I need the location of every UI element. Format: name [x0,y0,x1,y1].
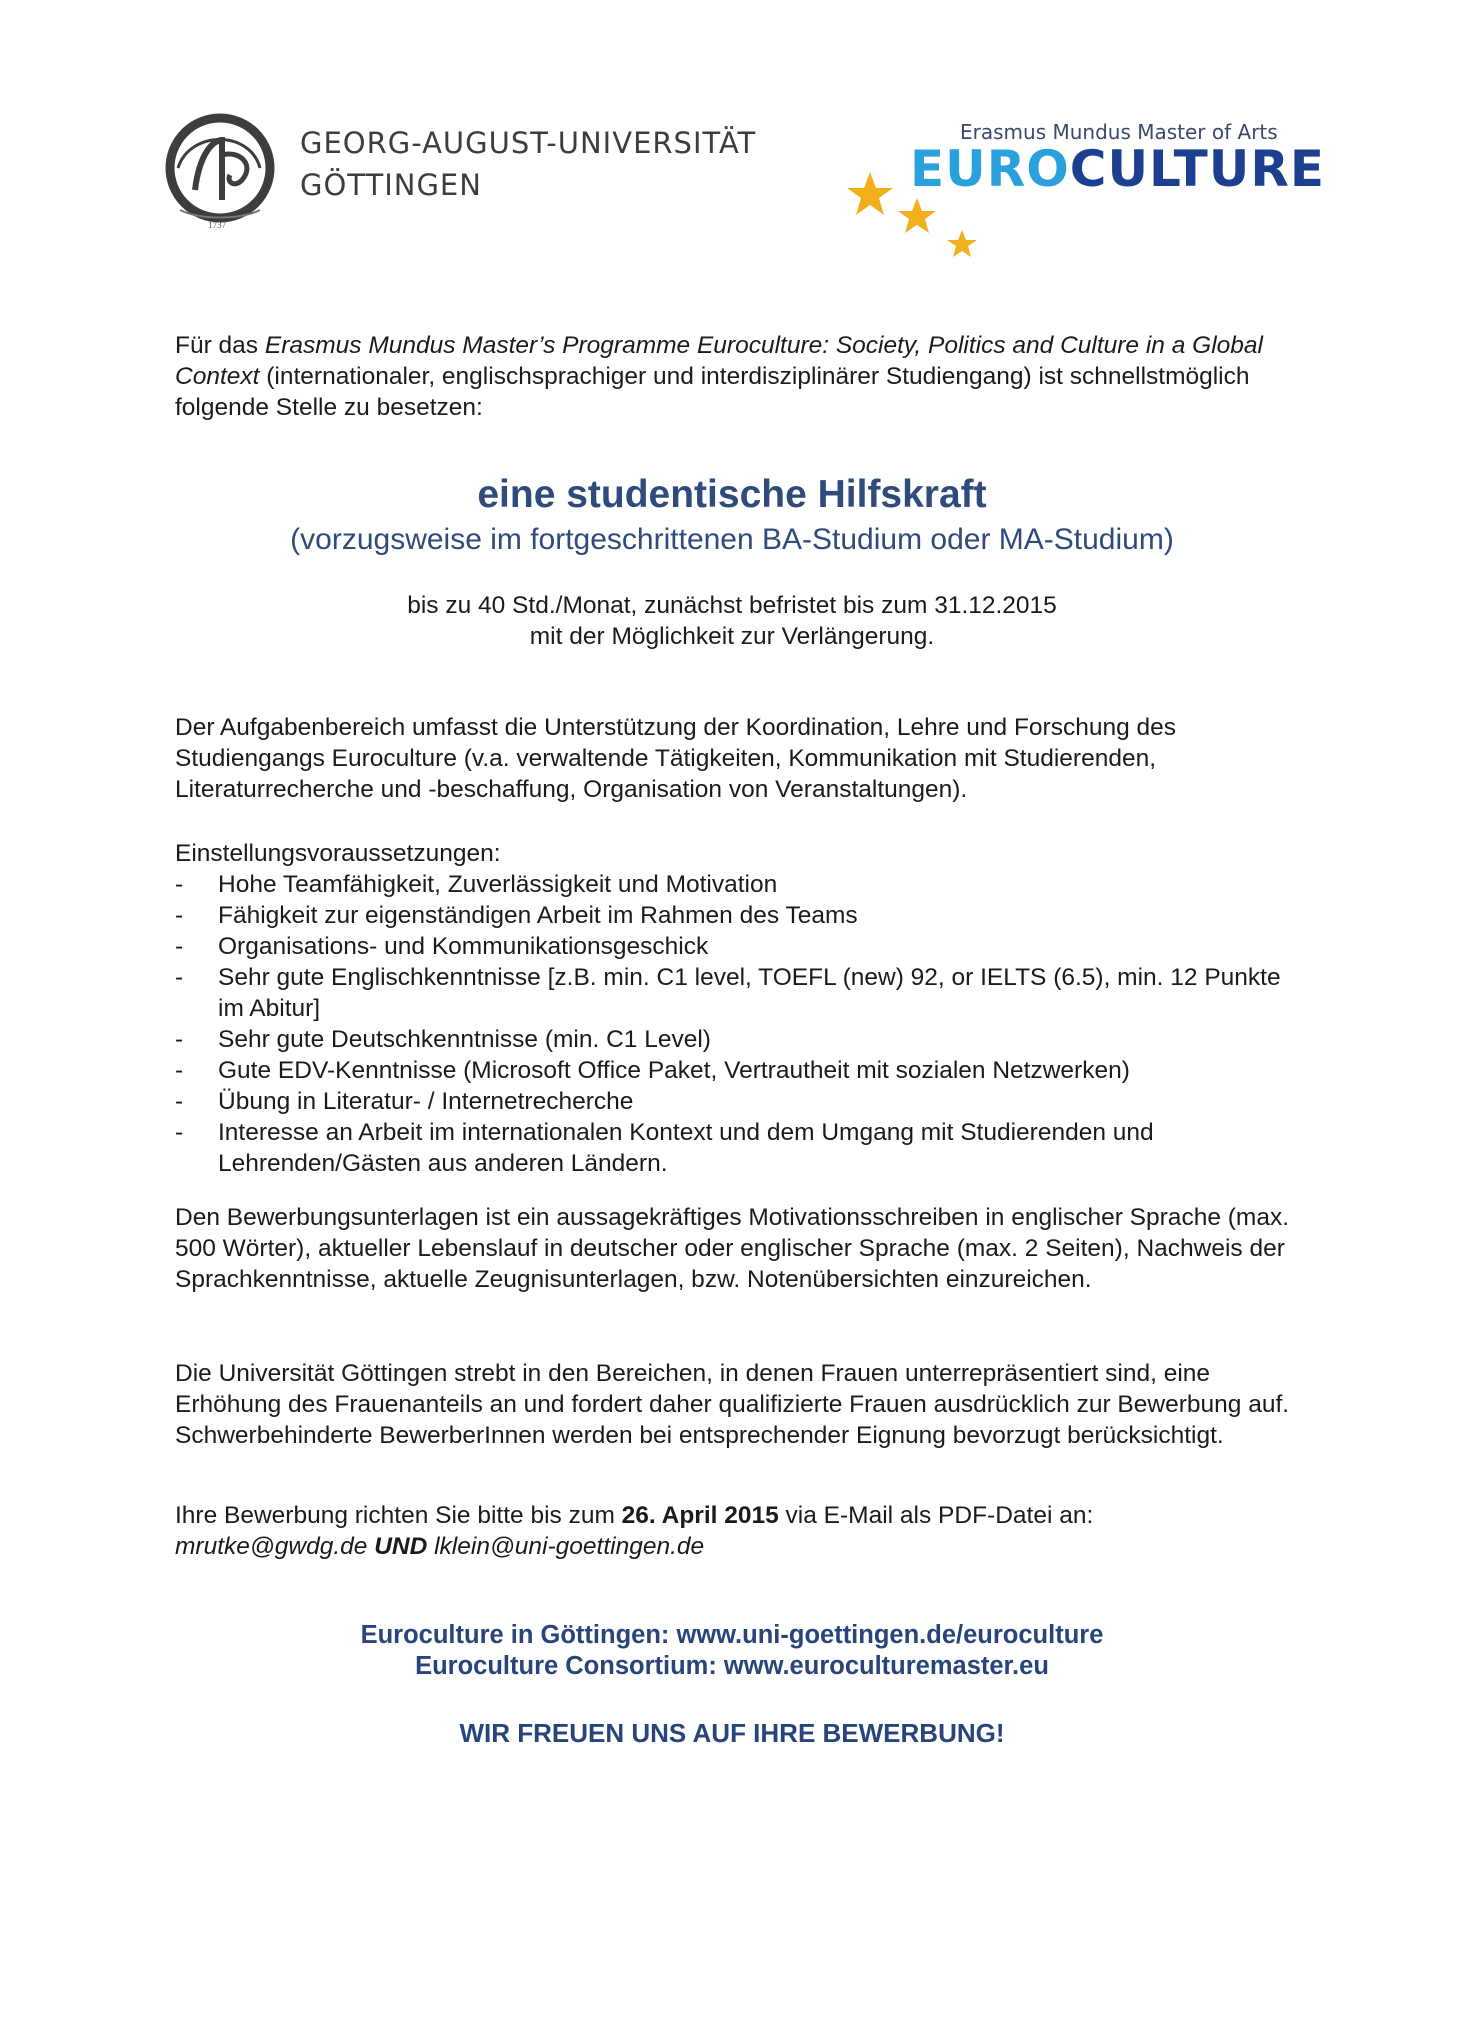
seal-year: 1737 [208,220,226,230]
list-item: - Organisations- und Kommunikationsgeschick [175,931,1305,962]
program-links [0,1620,1464,1682]
university-name-line1: GEORG-AUGUST-UNIVERSITÄT [300,126,757,160]
link-goettingen[interactable]: Euroculture in Göttingen: www.uni-goettingen.de/euroculture [360,1621,1104,1649]
star-icon [847,172,893,215]
hours-line2: mit der Möglichkeit zur Verlängerung. [529,623,935,650]
equality-text: Die Universität Göttingen strebt in den Bereichen, in denen Frauen unterrepräsentiert sind, eine Erhöhung des Frauenanteils an und fordert daher qualifizierte Frauen ausdrücklich zur Bewerbung auf. Schwerbehinderte BewerberInnen werden bei entsprechender Eignung bevorzugt berücksichtigt. [175,1360,1290,1449]
application-paragraph [175,1500,1305,1562]
apply-deadline: 26. April 2015 [621,1502,779,1529]
university-name [300,122,756,206]
list-item: - Gute EDV-Kenntnisse (Microsoft Office Paket, Vertrautheit mit sozialen Netzwerken) [175,1055,1305,1086]
university-name-line2: GÖTTINGEN [300,168,482,202]
intro-part1: Für das [175,332,265,359]
list-item: - Sehr gute Englischkenntnisse [z.B. min. C1 level, TOEFL (new) 92, or IELTS (6.5), min. 12 Punkte im Abitur] [175,962,1305,1024]
email-link-1[interactable]: mrutke@gwdg.de [175,1533,368,1560]
star-icons [845,170,995,265]
university-seal-logo [160,110,280,230]
requirements-heading: Einstellungsvoraussetzungen: [175,840,501,867]
position-title: eine studentische Hilfskraft [477,473,987,516]
requirements-list [175,869,1305,1179]
star-icon [947,230,977,257]
list-item: - Übung in Literatur- / Internetrecherche [175,1086,1305,1117]
hours-line1: bis zu 40 Std./Monat, zunächst befristet bis zum 31.12.2015 [407,592,1057,619]
intro-part2: (internationaler, englischsprachiger und interdisziplinärer Studiengang) ist schnellstmöglich folgende Stelle zu besetzen: [175,363,1250,421]
equality-paragraph [175,1358,1305,1451]
position-heading [0,470,1464,560]
tasks-paragraph [175,712,1305,805]
list-item: - Sehr gute Deutschkenntnisse (min. C1 Level) [175,1024,1305,1055]
wordmark-euro: EURO [910,140,1070,198]
documents-text: Den Bewerbungsunterlagen ist ein aussagekräftiges Motivationsschreiben in englischer Sprache (max. 500 Wörter), aktueller Lebenslauf in deutscher oder englischer Sprache (max. 2 Seiten), Nachweis der Sprachkenntnisse, aktuelle Zeugnisunterlagen, bzw. Notenübersichten einzureichen. [175,1204,1289,1293]
program-name: Erasmus Mundus Master’s Programme Euroculture: Society, Politics and Culture in a Global Context [175,332,1263,390]
tasks-text: Der Aufgabenbereich umfasst die Unterstützung der Koordination, Lehre und Forschung des Studiengangs Euroculture (v.a. verwaltende Tätigkeiten, Kommunikation mit Studierenden, Literaturrecherche und -beschaffung, Organisation von Veranstaltungen). [175,714,1177,803]
apply-prefix: Ihre Bewerbung richten Sie bitte bis zum [175,1502,622,1529]
list-item: - Fähigkeit zur eigenständigen Arbeit im Rahmen des Teams [175,900,1305,931]
program-subtitle: Erasmus Mundus Master of Arts [960,120,1278,144]
closing-line: WIR FREUEN UNS AUF IHRE BEWERBUNG! [459,1718,1005,1748]
apply-and: UND [374,1533,428,1560]
requirements-section [175,838,1305,1179]
position-hours [0,590,1464,652]
position-subtitle: (vorzugsweise im fortgeschrittenen BA-Studium oder MA-Studium) [290,523,1174,556]
list-item: - Hohe Teamfähigkeit, Zuverlässigkeit und Motivation [175,869,1305,900]
documents-paragraph [175,1202,1305,1295]
wordmark-culture: CULTURE [1069,140,1326,198]
apply-suffix: via E-Mail als PDF-Datei an: [778,1502,1094,1529]
email-link-2[interactable]: lklein@uni-goettingen.de [434,1533,705,1560]
star-icon [898,198,936,233]
intro-paragraph [175,330,1305,423]
list-item: - Interesse an Arbeit im internationalen Kontext und dem Umgang mit Studierenden und Lehrenden/Gästen aus anderen Ländern. [175,1117,1305,1179]
link-consortium[interactable]: Euroculture Consortium: www.euroculturemaster.eu [415,1652,1049,1680]
